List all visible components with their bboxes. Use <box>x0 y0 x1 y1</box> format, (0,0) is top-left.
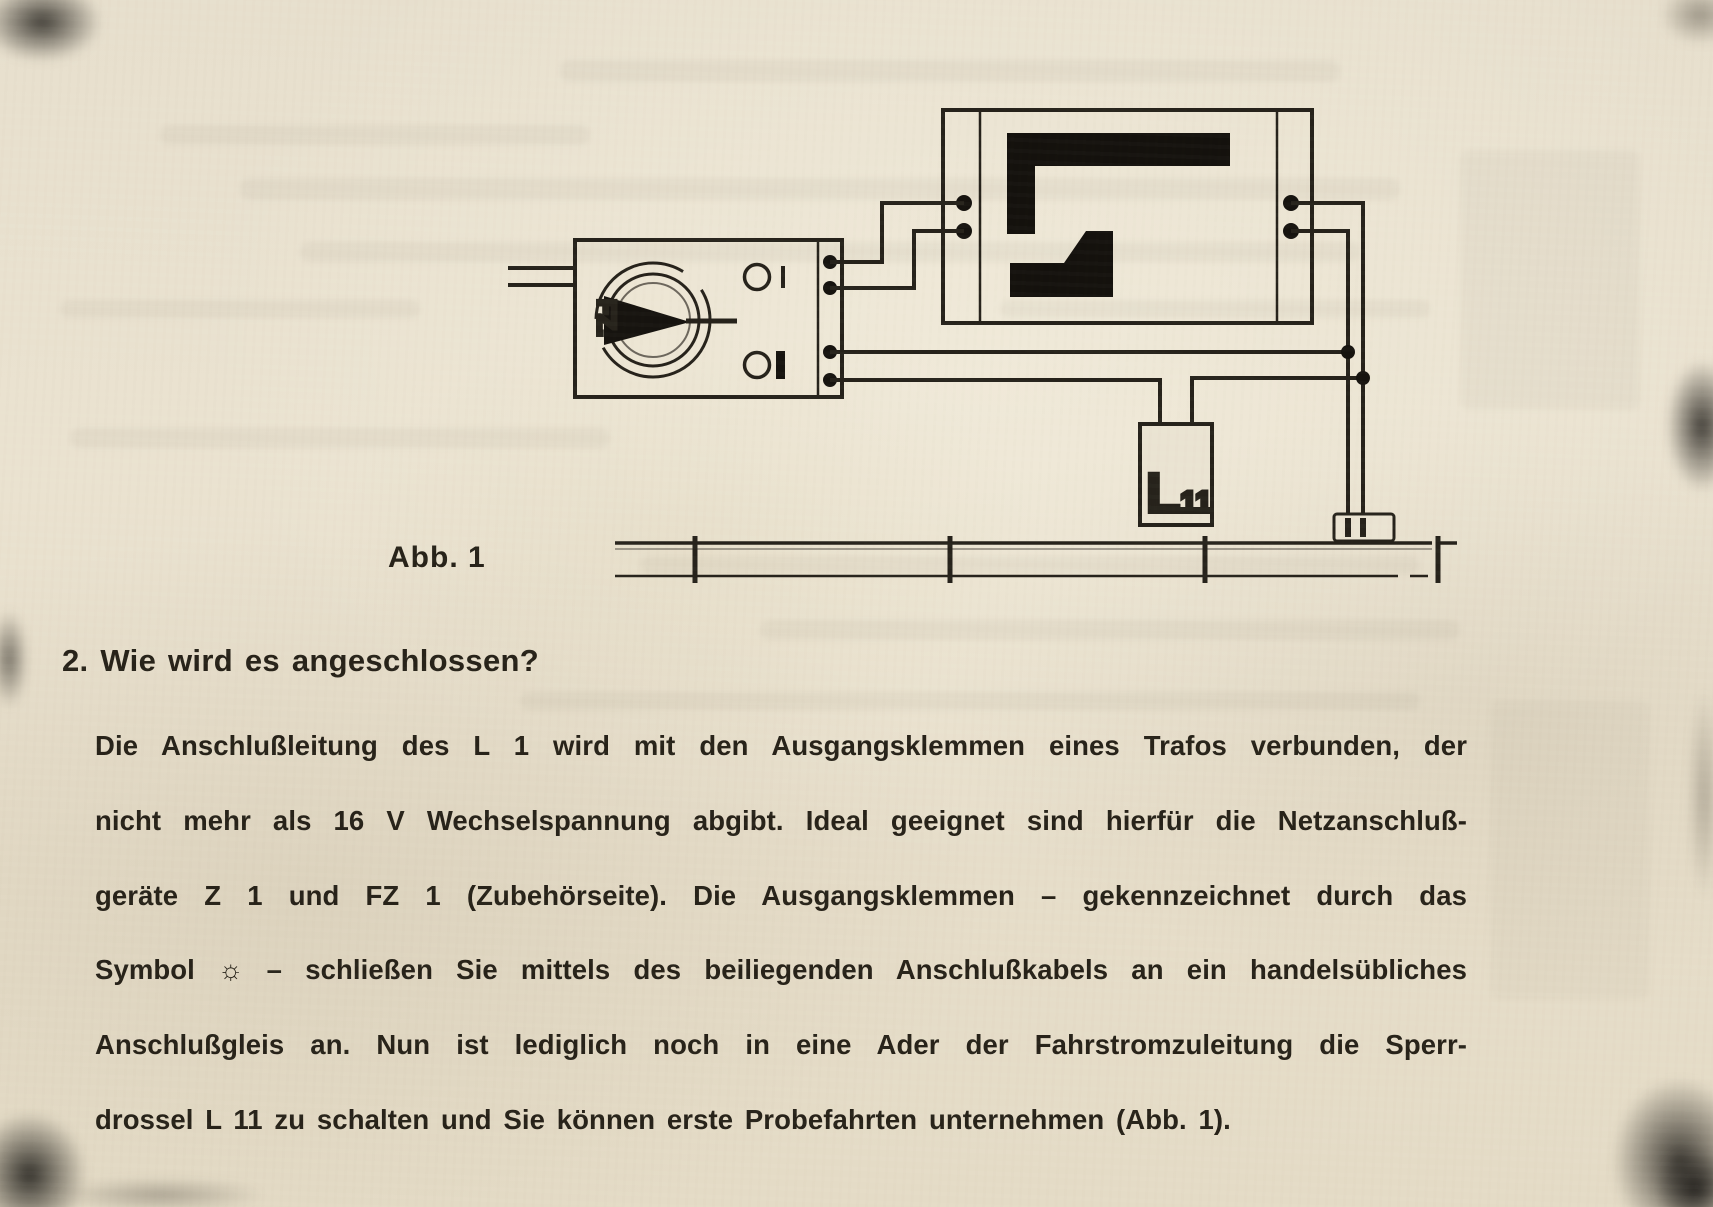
section-heading: 2. Wie wird es angeschlossen? <box>62 643 539 678</box>
wiring-diagram-abb1 <box>0 0 1713 600</box>
paragraph-line: Die Anschlußleitung des L 1 wird mit den Ausgangsklemmen eines Trafos verbunden, der <box>95 730 1467 761</box>
scan-smudge <box>1688 690 1713 900</box>
bleed-through-artifact <box>1490 700 1650 1000</box>
fz1-output-socket-1 <box>745 265 784 290</box>
track-feeder-clip <box>1334 514 1394 541</box>
fz1-output-socket-2 <box>745 351 786 379</box>
paragraph-line: nicht mehr als 16 V Wechselspannung abgibt. Ideal geeignet sind hierfür die Netzanschluß- <box>95 804 1467 836</box>
bleed-through-artifact <box>760 620 1460 640</box>
scan-smudge <box>0 610 28 708</box>
fz1-dial-label: FZ. <box>592 299 620 337</box>
mains-lead-wires <box>508 268 575 285</box>
paragraph-line: geräte Z 1 und FZ 1 (Zubehörseite). Die Ausgangsklemmen – gekennzeichnet durch das <box>95 879 1467 911</box>
scan-smudge <box>55 1178 265 1207</box>
figure-caption: Abb. 1 <box>388 541 486 574</box>
bleed-through-artifact <box>520 692 1420 710</box>
fz1-terminal-dots <box>823 255 837 387</box>
choke-l11-label: L11 <box>1146 461 1212 524</box>
brand-logo <box>1007 133 1230 297</box>
paragraph-line: Anschlußgleis an. Nun ist lediglich noch in eine Ader der Fahrstromzuleitung die Sperr- <box>95 1029 1467 1061</box>
track-symbol <box>615 536 1457 583</box>
body-paragraph <box>95 709 1467 1158</box>
paragraph-line: Symbol ☼ – schließen Sie mittels des beiliegenden Anschlußkabels an ein handelsübliches <box>95 954 1467 986</box>
paragraph-line: drossel L 11 zu schalten und Sie können erste Probefahrten unternehmen (Abb. 1). <box>95 1103 1231 1135</box>
